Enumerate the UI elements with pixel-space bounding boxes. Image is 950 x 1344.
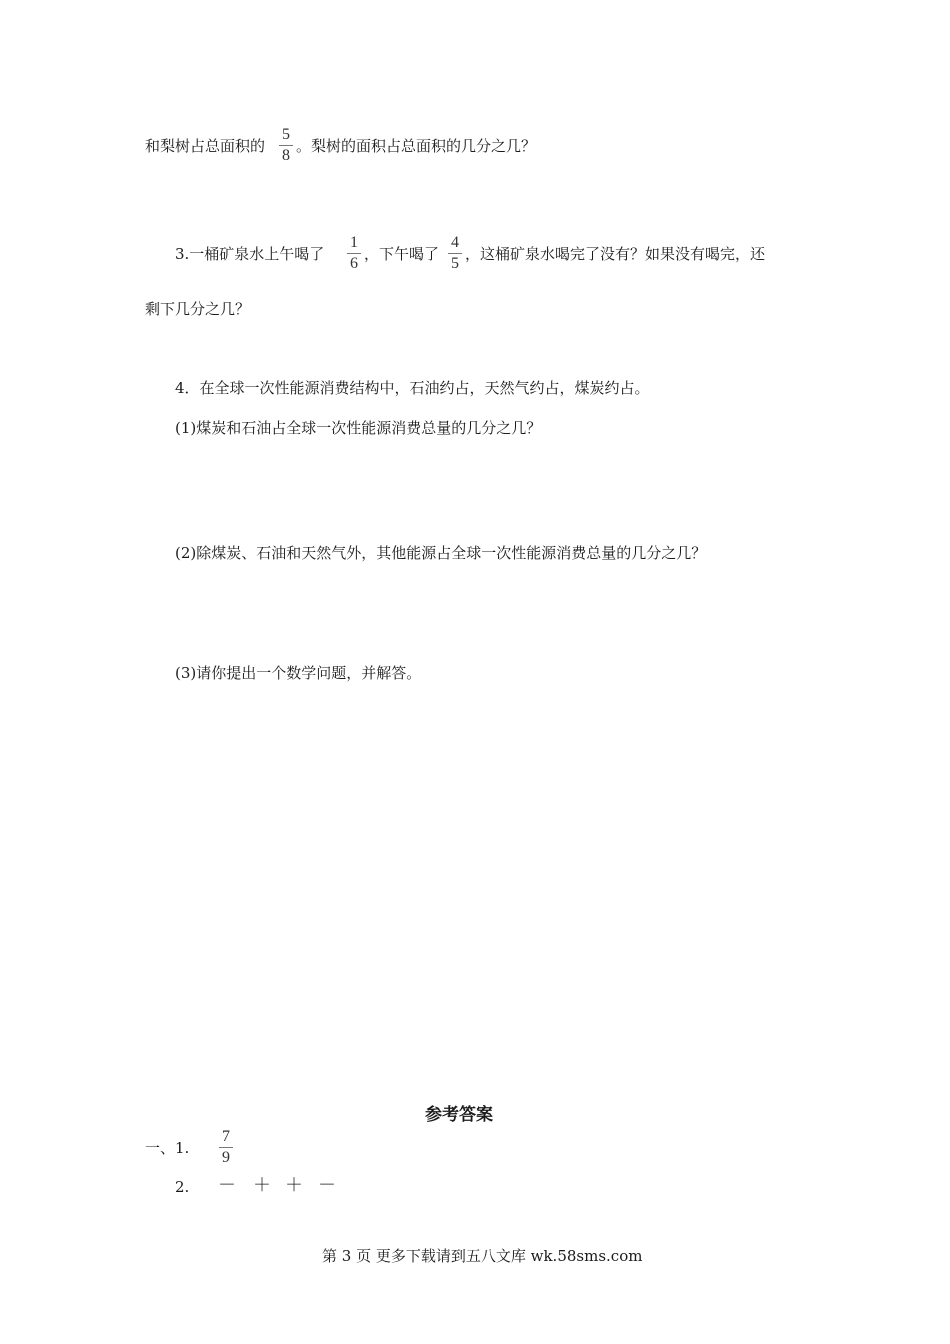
fraction-seven-ninths <box>217 1128 235 1167</box>
answer-2-label: 2. <box>175 1178 190 1196</box>
answers-title: 参考答案 <box>425 1105 493 1125</box>
q4-sub2: (2)除煤炭、石油和天然气外，其他能源占全球一次性能源消费总量的几分之几？ <box>175 544 707 562</box>
fraction-bar <box>279 145 293 146</box>
q4-sub3: (3)请你提出一个数学问题，并解答。 <box>175 664 422 682</box>
fraction-bar <box>347 253 361 254</box>
fraction-one-sixth <box>345 234 363 273</box>
answer-2-symbol-1: － <box>218 1175 236 1196</box>
fraction-numerator: 4 <box>451 234 459 251</box>
fraction-denominator: 6 <box>350 255 358 272</box>
fraction-denominator: 9 <box>222 1149 230 1166</box>
q4-intro: 4．在全球一次性能源消费结构中，石油约占，天然气约占，煤炭约占。 <box>175 379 650 397</box>
fraction-bar <box>219 1147 233 1148</box>
answer-1-label: 一、1. <box>145 1139 190 1157</box>
fraction-numerator: 5 <box>282 126 290 143</box>
fraction-denominator: 8 <box>282 147 290 164</box>
q3-text-line2: 剩下几分之几？ <box>145 300 251 318</box>
fraction-four-fifths <box>446 234 464 273</box>
q3-text-part1: 3.一桶矿泉水上午喝了 <box>175 245 325 263</box>
fraction-numerator: 7 <box>222 1128 230 1145</box>
answer-2-symbol-4: － <box>318 1175 336 1196</box>
q3-text-part3: ，这桶矿泉水喝完了没有？如果没有喝完，还 <box>465 245 766 263</box>
fraction-numerator: 1 <box>350 234 358 251</box>
page-footer: 第 3 页 更多下载请到五八文库 wk.58sms.com <box>322 1247 643 1265</box>
answer-2-symbol-3: ＋ <box>285 1175 303 1196</box>
q2-line-start: 和梨树占总面积的 <box>145 137 266 155</box>
q3-text-part2: ，下午喝了 <box>364 245 440 263</box>
fraction-five-eighths <box>277 126 295 165</box>
q2-line-end: 。梨树的面积占总面积的几分之几？ <box>296 137 537 155</box>
fraction-bar <box>448 253 462 254</box>
answer-2-symbol-2: ＋ <box>253 1175 271 1196</box>
fraction-denominator: 5 <box>451 255 459 272</box>
q4-sub1: (1)煤炭和石油占全球一次性能源消费总量的几分之几？ <box>175 419 542 437</box>
